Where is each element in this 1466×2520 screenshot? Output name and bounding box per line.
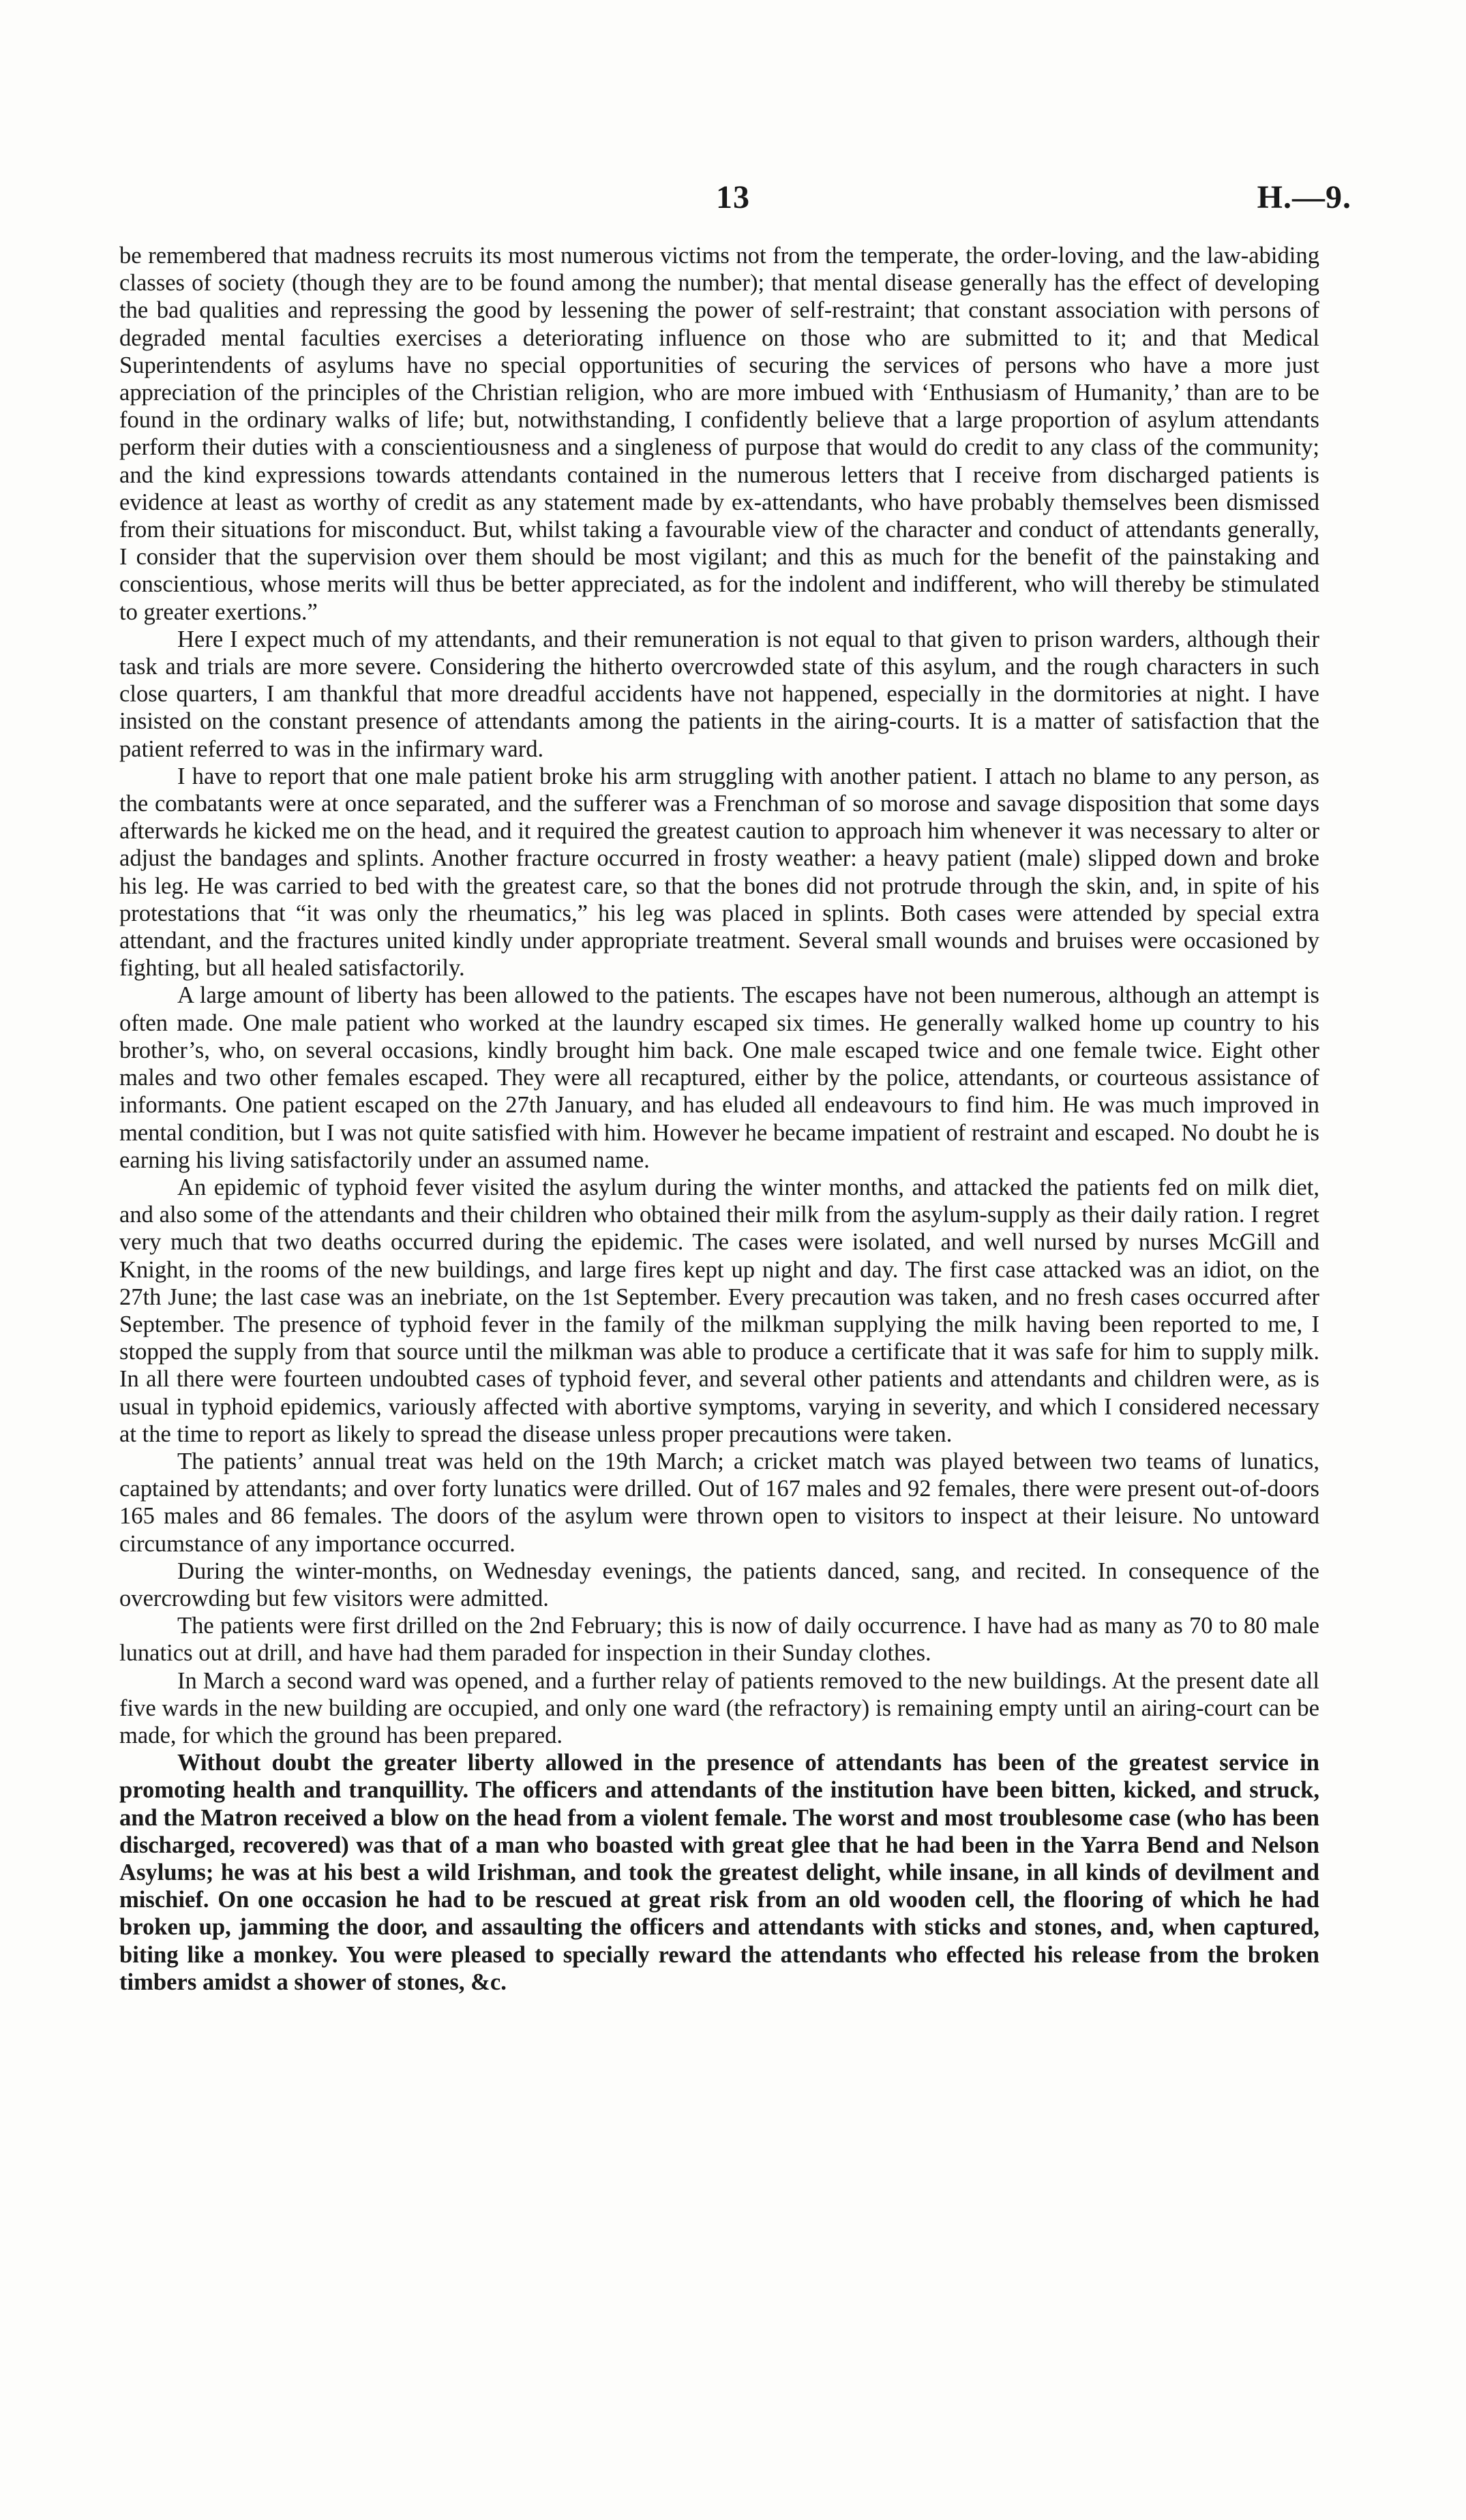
paragraph-fractures: I have to report that one male patient broke his arm struggling with another patient. I attach no blame to any person, as the combatants were at once separated, and the sufferer was a Frenchman of so morose and savage disposition that some days afterwards he kicked me on the head, and it required the greatest caution to approach him whenever it was necessary to alter or adjust the bandages and splints. Another fracture occurred in frosty weather: a heavy patient (male) slipped down and broke his leg. He was carried to bed with the greatest care, so that the bones did not protrude through the skin, and, in spite of his protestations that “it was only the rheumatics,” his leg was placed in splints. Both cases were attended by special extra attendant, and the fractures united kindly under appropriate treatment. Several small wounds and bruises were occasioned by fighting, but all healed satisfactorily. (119, 763, 1319, 982)
body-text (119, 242, 1319, 1996)
paragraph-attendants: Here I expect much of my attendants, and their remuneration is not equal to that given to prison warders, although their task and trials are more severe. Considering the hitherto overcrowded state of this asylum, and the rough characters in such close quarters, I am thankful that more dreadful accidents have not happened, especially in the dormitories at night. I have insisted on the constant presence of attendants among the patients in the airing-courts. It is a matter of satisfaction that the patient referred to was in the infirmary ward. (119, 626, 1319, 762)
document-reference: H.—9. (1257, 179, 1351, 215)
page-number: 13 (716, 179, 750, 215)
paragraph-liberty: Without doubt the greater liberty allowed in the presence of attendants has been of the greatest service in promoting health and tranquillity. The officers and attendants of the institution have been bitten, kicked, and struck, and the Matron received a blow on the head from a violent female. The worst and most troublesome case (who has been discharged, recovered) was that of a man who boasted with great glee that he had been in the Yarra Bend and Nelson Asylums; he was at his best a wild Irishman, and took the greatest delight, while insane, in all kinds of devilment and mischief. On one occasion he had to be rescued at great risk from an old wooden cell, the flooring of which he had broken up, jamming the door, and assaulting the officers and attendants with sticks and stones, and, when captured, biting like a monkey. You were pleased to specially reward the attendants who effected his release from the broken timbers amidst a shower of stones, &c. (119, 1750, 1319, 1995)
paragraph-winter-evenings: During the winter-months, on Wednesday evenings, the patients danced, sang, and recited. In consequence of the overcrowding but few visitors were admitted. (119, 1558, 1319, 1611)
paragraph-escapes: A large amount of liberty has been allowed to the patients. The escapes have not been numerous, although an attempt is often made. One male patient who worked at the laundry escaped six times. He generally walked home up country to his brother’s, who, on several occasions, kindly brought him back. One male escaped twice and one female twice. Eight other males and two other females escaped. They were all recaptured, either by the police, attendants, or courteous assistance of informants. One patient escaped on the 27th January, and has eluded all endeavours to find him. He was much improved in mental condition, but I was not quite satisfied with him. However he became impatient of restraint and escaped. No doubt he is earning his living satisfactorily under an assumed name. (119, 982, 1319, 1173)
paragraph-typhoid: An epidemic of typhoid fever visited the asylum during the winter months, and attacked the patients fed on milk diet, and also some of the attendants and their children who obtained their milk from the asylum-supply as their daily ration. I regret very much that two deaths occurred during the epidemic. The cases were isolated, and well nursed by nurses McGill and Knight, in the rooms of the new buildings, and large fires kept up night and day. The first case attacked was an idiot, on the 27th June; the last case was an inebriate, on the 1st September. Every precaution was taken, and no fresh cases occurred after September. The presence of typhoid fever in the family of the milkman supplying the milk having been reported to me, I stopped the supply from that source until the milkman was able to produce a certificate that it was safe for him to supply milk. In all there were fourteen undoubted cases of typhoid fever, and several other patients and attendants and children were, as is usual in typhoid epidemics, variously affected with abortive symptoms, varying in severity, and which I considered necessary at the time to report as likely to spread the disease unless proper precautions were taken. (119, 1174, 1319, 1447)
paragraph-new-wards: In March a second ward was opened, and a further relay of patients removed to the new buildings. At the present date all five wards in the new building are occupied, and only one ward (the refractory) is remaining empty until an airing-court can be made, for which the ground has been prepared. (119, 1667, 1319, 1748)
paragraph-annual-treat: The patients’ annual treat was held on the 19th March; a cricket match was played between two teams of lunatics, captained by attendants; and over forty lunatics were drilled. Out of 167 males and 92 females, there were present out-of-doors 165 males and 86 females. The doors of the asylum were thrown open to visitors to inspect at their leisure. No untoward circumstance of any importance occurred. (119, 1448, 1319, 1557)
paragraph-drill: The patients were first drilled on the 2nd February; this is now of daily occurrence. I have had as many as 70 to 80 male lunatics out at drill, and have had them paraded for inspection in their Sunday clothes. (119, 1613, 1319, 1667)
paragraph-continuation: be remembered that madness recruits its most numerous victims not from the temperate, the order-loving, and the law-abiding classes of society (though they are to be found among the number); that mental disease generally has the effect of developing the bad qualities and repressing the good by lessening the power of self-restraint; that constant association with persons of degraded mental faculties exercises a deteriorating influence on those who are submitted to it; and that Medical Superintendents of asylums have no special opportunities of securing the services of persons who have a more just appreciation of the principles of the Christian religion, who are more imbued with ‘Enthusiasm of Humanity,’ than are to be found in the ordinary walks of life; but, notwithstanding, I confidently believe that a large proportion of asylum attendants perform their duties with a conscientiousness and a singleness of purpose that would do credit to any class of the community; and the kind expressions towards attendants contained in the numerous letters that I receive from discharged patients is evidence at least as worthy of credit as any statement made by ex-attendants, who have probably themselves been dismissed from their situations for misconduct. But, whilst taking a favourable view of the character and conduct of attendants generally, I consider that the supervision over them should be most vigilant; and this as much for the benefit of the painstaking and conscientious, whose merits will thus be better appreciated, as for the indolent and indifferent, who will thereby be stimulated to greater exertions.” (119, 243, 1319, 625)
